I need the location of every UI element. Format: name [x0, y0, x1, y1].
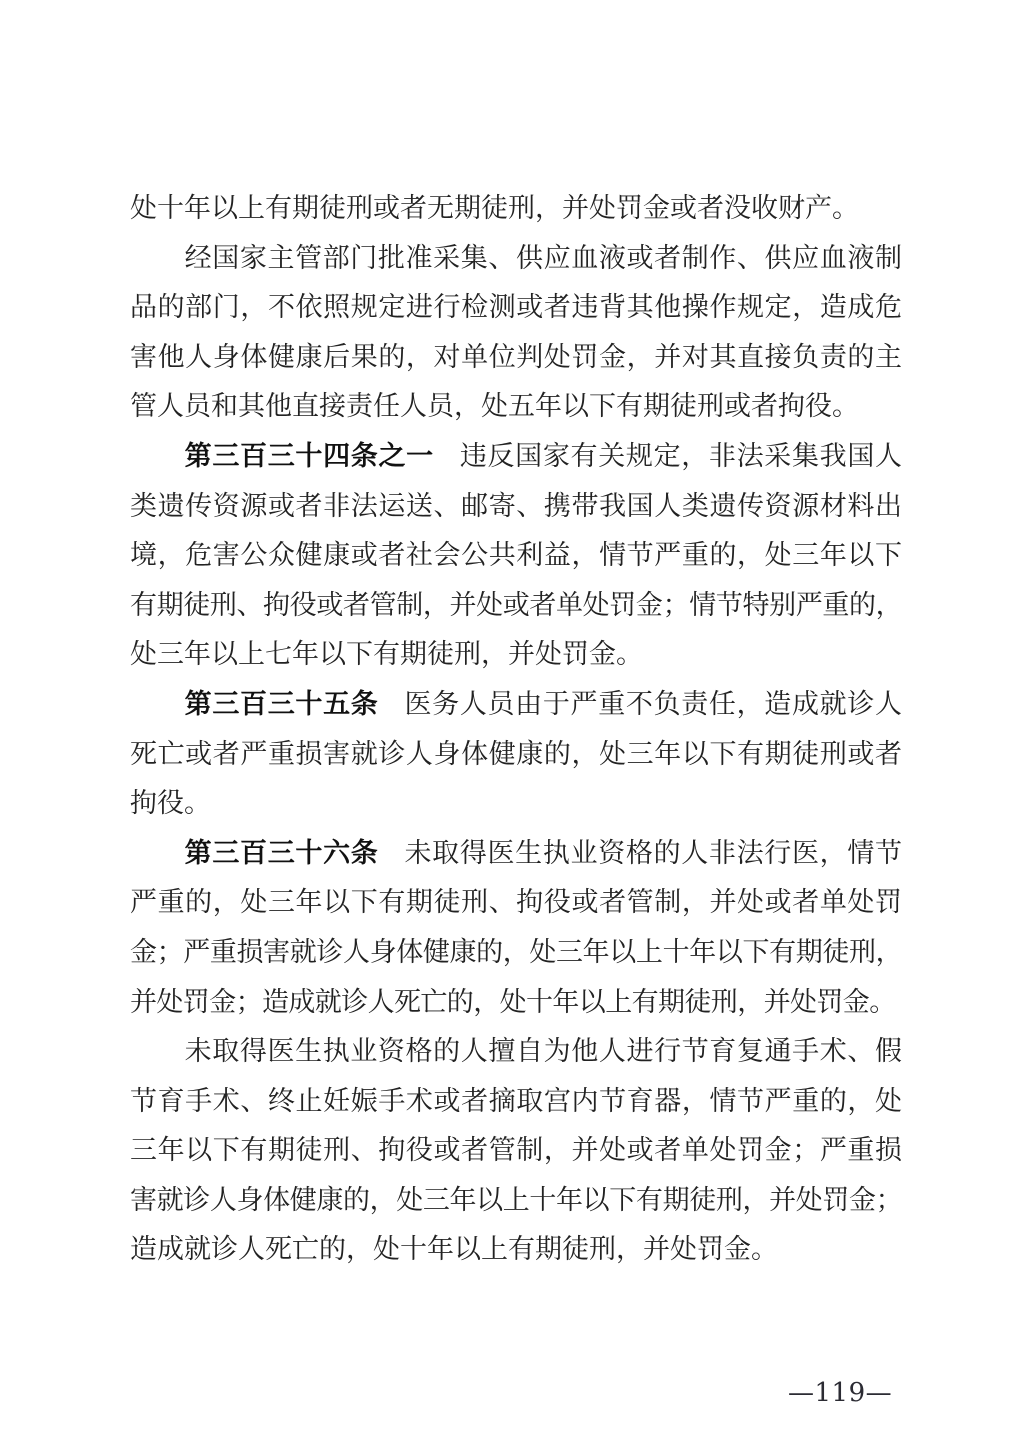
page-number: —119—	[788, 1378, 893, 1408]
line-text: 三年以下有期徒刑、拘役或者管制，并处或者单处罚金；严重损	[130, 1135, 902, 1167]
paragraph-indent	[130, 266, 184, 267]
text-line	[130, 1077, 902, 1127]
text-line	[130, 680, 902, 730]
line-text: 造成就诊人死亡的，处十年以上有期徒刑，并处罚金。	[130, 1234, 778, 1266]
line-text: 死亡或者严重损害就诊人身体健康的，处三年以下有期徒刑或者	[130, 738, 902, 770]
text-line	[130, 184, 902, 234]
text-line	[130, 978, 902, 1028]
line-text: 处三年以上七年以下有期徒刑，并处罚金。	[130, 639, 643, 671]
article-heading: 第三百三十六条	[184, 837, 379, 869]
paragraph-indent	[130, 1059, 184, 1060]
line-text: 金；严重损害就诊人身体健康的，处三年以上十年以下有期徒刑，	[130, 936, 902, 968]
line-text: 害就诊人身体健康的，处三年以上十年以下有期徒刑，并处罚金；	[130, 1184, 902, 1216]
text-line	[130, 1126, 902, 1176]
paragraph-indent	[130, 712, 184, 713]
article-heading: 第三百三十四条之一	[184, 440, 434, 472]
line-text: 品的部门，不依照规定进行检测或者违背其他操作规定，造成危	[130, 292, 902, 324]
text-line	[130, 779, 902, 829]
text-line	[130, 878, 902, 928]
line-text: 未取得医生执业资格的人擅自为他人进行节育复通手术、假	[184, 1036, 902, 1068]
text-line	[130, 432, 902, 482]
line-text: 处十年以上有期徒刑或者无期徒刑，并处罚金或者没收财产。	[130, 193, 859, 224]
line-text: 有期徒刑、拘役或者管制，并处或者单处罚金；情节特别严重的，	[130, 589, 902, 621]
text-line	[130, 928, 902, 978]
text-block	[130, 184, 902, 1275]
text-line	[130, 531, 902, 581]
line-text: 违反国家有关规定，非法采集我国人	[459, 440, 903, 472]
text-line	[130, 333, 902, 383]
text-line	[130, 1176, 902, 1226]
line-text: 并处罚金；造成就诊人死亡的，处十年以上有期徒刑，并处罚金。	[130, 986, 896, 1018]
text-line	[130, 630, 902, 680]
text-line	[130, 482, 902, 532]
text-line	[130, 382, 902, 432]
paragraph-indent	[130, 861, 184, 862]
line-text: 拘役。	[130, 788, 211, 820]
line-text: 节育手术、终止妊娠手术或者摘取宫内节育器，情节严重的，处	[130, 1085, 902, 1117]
line-text: 未取得医生执业资格的人非法行医，情节	[404, 837, 903, 869]
line-text: 管人员和其他直接责任人员，处五年以下有期徒刑或者拘役。	[130, 391, 859, 423]
line-text: 医务人员由于严重不负责任，造成就诊人	[404, 688, 903, 720]
text-line	[130, 581, 902, 631]
line-text: 类遗传资源或者非法运送、邮寄、携带我国人类遗传资源材料出	[130, 490, 902, 522]
line-text: 严重的，处三年以下有期徒刑、拘役或者管制，并处或者单处罚	[130, 887, 902, 919]
text-line	[130, 283, 902, 333]
text-line	[130, 1027, 902, 1077]
text-line	[130, 829, 902, 879]
line-text: 经国家主管部门批准采集、供应血液或者制作、供应血液制	[184, 242, 902, 274]
article-heading: 第三百三十五条	[184, 688, 379, 720]
text-line	[130, 730, 902, 780]
paragraph-indent	[130, 464, 184, 465]
text-line	[130, 234, 902, 284]
text-line	[130, 1225, 902, 1275]
line-text: 害他人身体健康后果的，对单位判处罚金，并对其直接负责的主	[130, 341, 902, 373]
line-text: 境，危害公众健康或者社会公共利益，情节严重的，处三年以下	[130, 540, 902, 572]
